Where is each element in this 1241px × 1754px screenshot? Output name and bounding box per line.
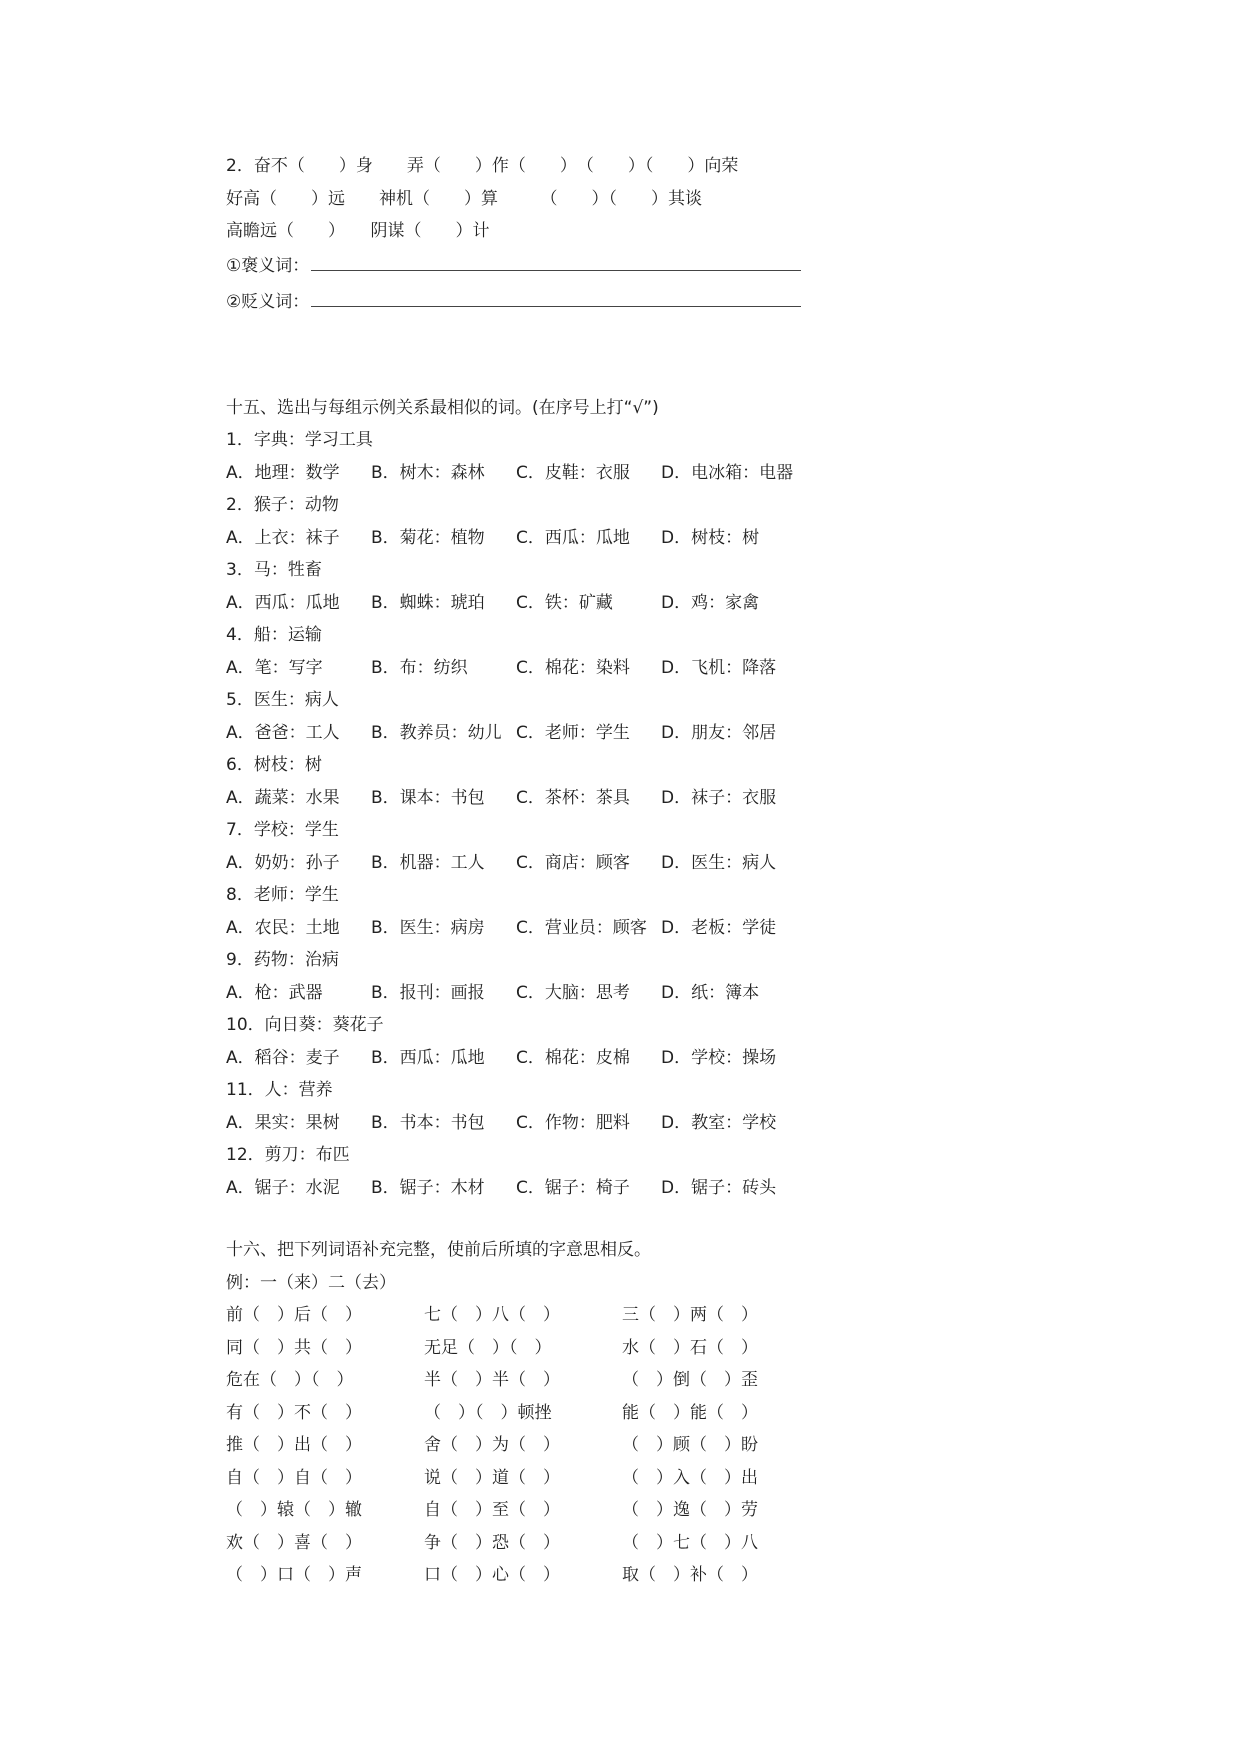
- q2-row-3: 高瞻远（ ） 阴谋（ ）计: [226, 221, 490, 241]
- question-stem: 6．树枝：树: [226, 755, 322, 775]
- option-b[interactable]: B．布：纺织: [371, 657, 468, 678]
- question-options: [226, 847, 826, 880]
- question-options: [226, 1172, 826, 1205]
- fill-phrase[interactable]: 前（ ）后（ ）: [226, 1305, 362, 1325]
- fill-phrase[interactable]: （ ）倒（ ）歪: [622, 1370, 758, 1390]
- fill-phrase[interactable]: 欢（ ）喜（ ）: [226, 1532, 362, 1553]
- fill-row: [226, 1429, 826, 1462]
- option-d[interactable]: D．袜子：衣服: [661, 787, 777, 808]
- option-c[interactable]: C．西瓜：瓜地: [516, 527, 630, 548]
- option-c[interactable]: C．皮鞋：衣服: [516, 462, 630, 483]
- option-c[interactable]: C．营业员：顾客: [516, 917, 647, 938]
- option-a[interactable]: A．西瓜：瓜地: [226, 592, 340, 613]
- section-16-rows: [226, 1299, 826, 1592]
- option-b[interactable]: B．书本：书包: [371, 1112, 485, 1133]
- q2-row-1: 2．奋不（ ）身 弄（ ）作（ ） （ ）（ ）向荣: [226, 156, 739, 176]
- option-b[interactable]: B．锯子：木材: [371, 1177, 485, 1198]
- question-stem: 3．马：牲畜: [226, 560, 322, 580]
- fill-phrase[interactable]: 半（ ）半（ ）: [424, 1370, 560, 1390]
- option-d[interactable]: D．教室：学校: [661, 1112, 777, 1133]
- fill-phrase[interactable]: 危在（ ）（ ）: [226, 1370, 354, 1390]
- option-b[interactable]: B．菊花：植物: [371, 527, 485, 548]
- option-b[interactable]: B．树木：森林: [371, 462, 485, 483]
- fill-phrase[interactable]: 三（ ）两（ ）: [622, 1305, 758, 1325]
- fill-row: [226, 1527, 826, 1560]
- option-a[interactable]: A．上衣：袜子: [226, 527, 340, 548]
- section-14-q2: [226, 150, 826, 320]
- fill-phrase[interactable]: 争（ ）恐（ ）: [424, 1532, 560, 1553]
- question-options: [226, 587, 826, 620]
- positive-words-label: ①褒义词：: [226, 255, 310, 276]
- option-c[interactable]: C．棉花：皮棉: [516, 1047, 630, 1068]
- option-a[interactable]: A．笔：写字: [226, 657, 323, 678]
- option-a[interactable]: A．蔬菜：水果: [226, 787, 340, 808]
- option-b[interactable]: B．蜘蛛：琥珀: [371, 592, 485, 613]
- option-a[interactable]: A．农民：土地: [226, 917, 340, 938]
- section-15-questions: [226, 424, 826, 1204]
- question-stem: 12．剪刀：布匹: [226, 1145, 350, 1165]
- option-a[interactable]: A．枪：武器: [226, 982, 323, 1003]
- question-options: [226, 717, 826, 750]
- question-stem: 8．老师：学生: [226, 885, 339, 905]
- fill-phrase[interactable]: 同（ ）共（ ）: [226, 1337, 362, 1358]
- option-d[interactable]: D．纸：簿本: [661, 982, 760, 1003]
- question-options: [226, 652, 826, 685]
- fill-row: [226, 1299, 826, 1332]
- worksheet-page: [226, 150, 826, 1592]
- fill-phrase[interactable]: 自（ ）自（ ）: [226, 1467, 362, 1488]
- option-b[interactable]: B．西瓜：瓜地: [371, 1047, 485, 1068]
- fill-phrase[interactable]: 无足（ ）（ ）: [424, 1337, 552, 1358]
- fill-row: [226, 1559, 826, 1592]
- fill-row: [226, 1364, 826, 1397]
- section-16: [226, 1234, 826, 1592]
- question-stem: 5．医生：病人: [226, 690, 339, 710]
- question-options: [226, 1042, 826, 1075]
- fill-phrase[interactable]: （ ）（ ）顿挫: [424, 1402, 552, 1423]
- section-16-heading: 十六、把下列词语补充完整，使前后所填的字意思相反。: [226, 1240, 651, 1260]
- option-b[interactable]: B．医生：病房: [371, 917, 485, 938]
- option-b[interactable]: B．课本：书包: [371, 787, 485, 808]
- section-16-example: 例：一（来）二（去）: [226, 1272, 396, 1293]
- section-15-heading: 十五、选出与每组示例关系最相似的词。(在序号上打“√”): [226, 397, 659, 418]
- option-b[interactable]: B．报刊：画报: [371, 982, 485, 1003]
- fill-phrase[interactable]: （ ）口（ ）声: [226, 1565, 362, 1585]
- question-options: [226, 457, 826, 490]
- fill-phrase[interactable]: 有（ ）不（ ）: [226, 1402, 362, 1423]
- option-a[interactable]: A．爸爸：工人: [226, 722, 340, 743]
- question-stem: 10．向日葵：葵花子: [226, 1015, 384, 1035]
- option-a[interactable]: A．稻谷：麦子: [226, 1047, 340, 1068]
- question-options: [226, 912, 826, 945]
- fill-phrase[interactable]: 自（ ）至（ ）: [424, 1500, 560, 1520]
- option-d[interactable]: D．医生：病人: [661, 852, 777, 873]
- option-d[interactable]: D．电冰箱：电器: [661, 462, 794, 483]
- question-stem: 2．猴子：动物: [226, 495, 339, 515]
- option-d[interactable]: D．朋友：邻居: [661, 722, 777, 743]
- question-stem: 4．船：运输: [226, 625, 322, 645]
- option-d[interactable]: D．飞机：降落: [661, 657, 777, 678]
- fill-phrase[interactable]: 能（ ）能（ ）: [622, 1402, 758, 1423]
- question-options: [226, 782, 826, 815]
- option-c[interactable]: C．老师：学生: [516, 722, 630, 743]
- section-15: [226, 392, 826, 1205]
- option-a[interactable]: A．奶奶：孙子: [226, 852, 340, 873]
- option-c[interactable]: C．商店：顾客: [516, 852, 630, 873]
- fill-phrase[interactable]: 水（ ）石（ ）: [622, 1337, 758, 1358]
- option-c[interactable]: C．铁：矿藏: [516, 592, 613, 613]
- fill-phrase[interactable]: 说（ ）道（ ）: [424, 1467, 560, 1488]
- option-d[interactable]: D．鸡：家禽: [661, 592, 760, 613]
- option-c[interactable]: C．棉花：染料: [516, 657, 630, 678]
- fill-phrase[interactable]: 推（ ）出（ ）: [226, 1435, 362, 1455]
- fill-phrase[interactable]: （ ）逸（ ）劳: [622, 1500, 758, 1520]
- option-d[interactable]: D．学校：操场: [661, 1047, 777, 1068]
- option-a[interactable]: A．果实：果树: [226, 1112, 340, 1133]
- fill-phrase[interactable]: 舍（ ）为（ ）: [424, 1435, 560, 1455]
- negative-words-line: [226, 284, 826, 320]
- option-c[interactable]: C．茶杯：茶具: [516, 787, 630, 808]
- fill-phrase[interactable]: 口（ ）心（ ）: [424, 1565, 560, 1585]
- question-stem: 11．人：营养: [226, 1080, 333, 1100]
- question-options: [226, 977, 826, 1010]
- option-d[interactable]: D．树枝：树: [661, 527, 760, 548]
- fill-row: [226, 1494, 826, 1527]
- fill-row: [226, 1462, 826, 1495]
- question-stem: 9．药物：治病: [226, 950, 339, 970]
- fill-phrase[interactable]: （ ）七（ ）八: [622, 1532, 758, 1553]
- q2-row-2: 好高（ ）远 神机（ ）算 （ ）（ ）其谈: [226, 188, 702, 209]
- fill-row: [226, 1397, 826, 1430]
- positive-words-blank[interactable]: [311, 248, 801, 271]
- question-stem: 1．字典：学习工具: [226, 430, 373, 450]
- option-d[interactable]: D．锯子：砖头: [661, 1177, 777, 1198]
- option-a[interactable]: A．地理：数学: [226, 462, 340, 483]
- fill-phrase[interactable]: 取（ ）补（ ）: [622, 1565, 758, 1585]
- question-stem: 7．学校：学生: [226, 820, 339, 840]
- option-c[interactable]: C．大脑：思考: [516, 982, 630, 1003]
- option-b[interactable]: B．教养员：幼儿: [371, 722, 502, 743]
- option-c[interactable]: C．锯子：椅子: [516, 1177, 630, 1198]
- question-options: [226, 522, 826, 555]
- negative-words-blank[interactable]: [311, 284, 801, 307]
- option-c[interactable]: C．作物：肥料: [516, 1112, 630, 1133]
- fill-phrase[interactable]: （ ）入（ ）出: [622, 1467, 758, 1488]
- fill-phrase[interactable]: 七（ ）八（ ）: [424, 1305, 560, 1325]
- option-b[interactable]: B．机器：工人: [371, 852, 485, 873]
- fill-row: [226, 1332, 826, 1365]
- option-a[interactable]: A．锯子：水泥: [226, 1177, 340, 1198]
- question-options: [226, 1107, 826, 1140]
- fill-phrase[interactable]: （ ）辕（ ）辙: [226, 1500, 362, 1520]
- negative-words-label: ②贬义词：: [226, 291, 310, 312]
- fill-phrase[interactable]: （ ）顾（ ）盼: [622, 1435, 758, 1455]
- positive-words-line: [226, 248, 826, 284]
- option-d[interactable]: D．老板：学徒: [661, 917, 777, 938]
